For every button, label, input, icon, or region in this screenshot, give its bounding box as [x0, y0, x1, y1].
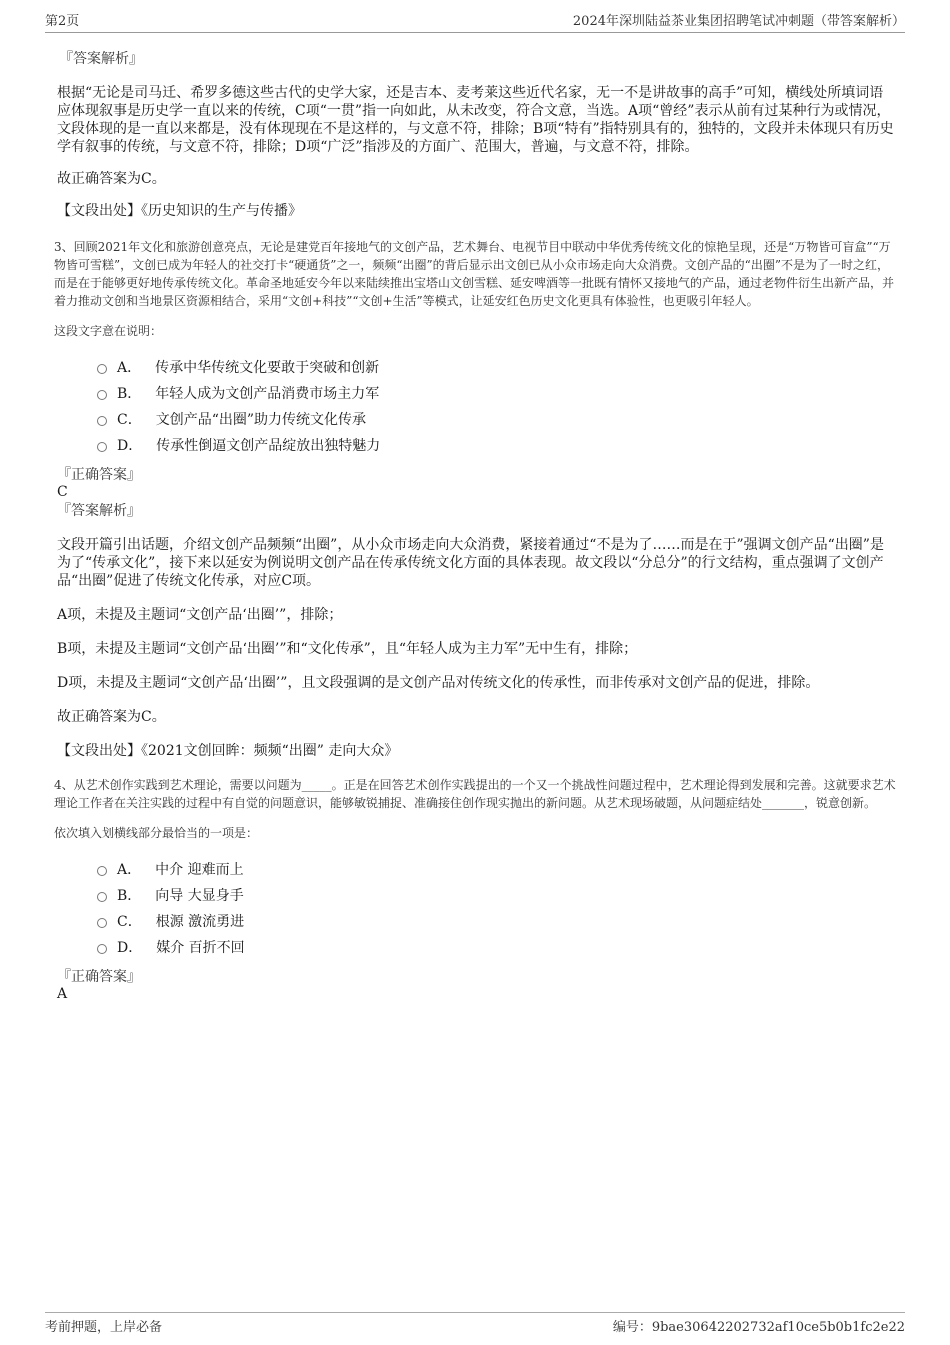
- q3-analysis: 文段开篇引出话题，介绍文创产品频频“出圈”，从小众市场走向大众消费，紧接着通过“不是为了……而是在于”强调文创产品“出圈”是为了“传承文化”，接下来以延安为例说明文创产品在传承传统文化方面的具体表现。故文段以“分总分”的行文结构，重点强调了文创产品“出圈”促进了传统文化传承，对应C项。: [57, 537, 884, 589]
- radio-icon[interactable]: [97, 442, 107, 452]
- q4-option-d[interactable]: D． 媒介 百折不回: [97, 934, 897, 960]
- page-content: [54, 48, 897, 1002]
- q4-option-b[interactable]: B． 向导 大显身手: [97, 882, 897, 908]
- radio-icon[interactable]: [97, 918, 107, 928]
- page-footer: [45, 1312, 905, 1338]
- q3-answer: C: [57, 484, 68, 500]
- q2-analysis-label: 『答案解析』: [59, 51, 143, 67]
- q4-option-c[interactable]: C． 根源 激流勇进: [97, 908, 897, 934]
- q3-option-b[interactable]: B． 年轻人成为文创产品消费市场主力军: [97, 380, 897, 406]
- q4-prompt: 依次填入划横线部分最恰当的一项是：: [54, 826, 259, 840]
- page-header: [45, 10, 905, 33]
- radio-icon[interactable]: [97, 892, 107, 902]
- q3-prompt: 这段文字意在说明：: [54, 324, 163, 338]
- q4-option-a[interactable]: A． 中介 迎难而上: [97, 856, 897, 882]
- q3-answer-label: 『正确答案』: [57, 467, 141, 483]
- q3-option-c[interactable]: C． 文创产品“出圈”助力传统文化传承: [97, 406, 897, 432]
- q3-question: 3、回顾2021年文化和旅游创意亮点，无论是建党百年接地气的文创产品，艺术舞台、电视节目中联动中华优秀传统文化的惊艳呈现，还是“万物皆可盲盒”“万物皆可雪糕”，文创已成为年轻人的社交打卡“硬通货”之一，频频“出圈”的背后显示出文创已从小众市场走向大众消费。文创产品的“出圈”不是为了一时之红，而是在于能够更好地传承传统文化。革命圣地延安今年以来陆续推出宝塔山文创雪糕、延安啤酒等一批既有情怀又接地气的产品，通过老物件衍生出新产品，并着力推动文创和当地景区资源相结合，采用“文创+科技”“文创+生活”等模式，让延安红色历史文化更具有体验性，也更吸引年轻人。: [54, 240, 895, 308]
- q3-source: 【文段出处】《2021文创回眸：频频“出圈” 走向大众》: [57, 743, 399, 759]
- q2-source: 【文段出处】《历史知识的生产与传播》: [57, 203, 302, 219]
- q3-options: [97, 354, 897, 458]
- q3-explain-d: D项，未提及主题词“文创产品‘出圈’”，且文段强调的是文创产品对传统文化的传承性，而非传承对文创产品的促进，排除。: [57, 675, 820, 691]
- document-id: 编号：9bae30642202732af10ce5b0b1fc2e22: [612, 1320, 905, 1335]
- radio-icon[interactable]: [97, 390, 107, 400]
- radio-icon[interactable]: [97, 866, 107, 876]
- q4-question: 4、从艺术创作实践到艺术理论，需要以问题为_____。正是在回答艺术创作实践提出的一个又一个挑战性问题过程中，艺术理论得到发展和完善。这就要求艺术理论工作者在关注实践的过程中有自觉的问题意识，能够敏锐捕捉、准确接住创作现实抛出的新问题。从艺术现场破题，从问题症结处_______，锐意创新。: [54, 778, 896, 810]
- q4-options: [97, 856, 897, 960]
- radio-icon[interactable]: [97, 944, 107, 954]
- q3-option-a[interactable]: A． 传承中华传统文化要敢于突破和创新: [97, 354, 897, 380]
- q4-answer: A: [57, 986, 68, 1002]
- radio-icon[interactable]: [97, 364, 107, 374]
- q4-answer-label: 『正确答案』: [57, 969, 141, 985]
- q3-analysis-label: 『答案解析』: [57, 503, 141, 519]
- document-title: 2024年深圳陆益茶业集团招聘笔试冲刺题（带答案解析）: [572, 14, 905, 29]
- footer-slogan: 考前押题，上岸必备: [45, 1320, 163, 1335]
- radio-icon[interactable]: [97, 416, 107, 426]
- q3-explain-b: B项，未提及主题词“文创产品‘出圈’”和“文化传承”，且“年轻人成为主力军”无中生有，排除；: [57, 641, 638, 657]
- page-number: 第2页: [45, 14, 80, 29]
- q2-conclusion: 故正确答案为C。: [57, 171, 166, 187]
- q3-option-d[interactable]: D． 传承性倒逼文创产品绽放出独特魅力: [97, 432, 897, 458]
- q3-explain-a: A项，未提及主题词“文创产品‘出圈’”，排除；: [57, 607, 343, 623]
- q2-analysis: 根据“无论是司马迁、希罗多德这些古代的史学大家，还是吉本、麦考莱这些近代名家，无一不是讲故事的高手”可知，横线处所填词语应体现叙事是历史学一直以来的传统，C项“一贯”指一向如此，从未改变，符合文意，当选。A项“曾经”表示从前有过某种行为或情况，文段体现的是一直以来都是，没有体现现在不是这样的，与文意不符，排除；B项“特有”指特别具有的，独特的，文段并未体现只有历史学有叙事的传统，与文意不符，排除；D项“广泛”指涉及的方面广、范围大，普遍，与文意不符，排除。: [57, 85, 894, 155]
- q3-conclusion: 故正确答案为C。: [57, 709, 166, 725]
